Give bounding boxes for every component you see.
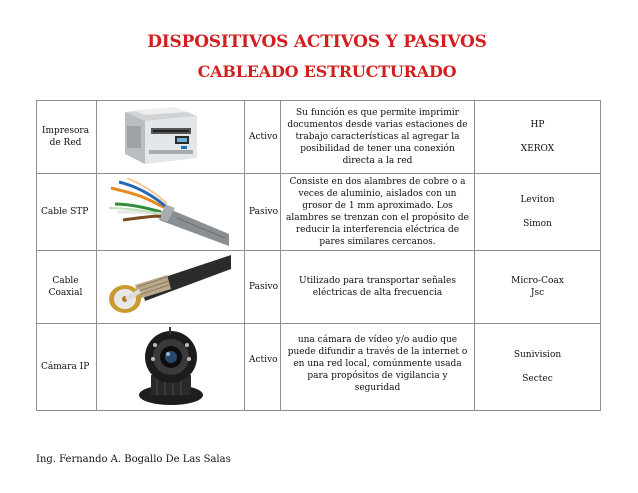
device-brands-cell xyxy=(475,101,601,174)
device-image-cell xyxy=(97,101,245,174)
device-name-line: Cámara IP xyxy=(41,362,90,372)
page-subtitle: CABLEADO ESTRUCTURADO xyxy=(197,62,457,81)
stp-cable-image xyxy=(107,178,229,246)
device-image-cell xyxy=(97,324,245,411)
device-image-cell xyxy=(97,174,245,251)
device-description-cell: Consiste en dos alambres de cobre o a veces de aluminio, aislados con un grosor de 1 mm aproximado. Los alambres se trenzan con el propósito de reducir la interferencia eléctrica de pares similares cercanos. xyxy=(281,174,475,251)
device-type-cell: Activo xyxy=(245,101,281,174)
device-name-line: Impresora xyxy=(41,126,90,136)
table-row xyxy=(37,324,601,411)
brand-name: Sunivision xyxy=(513,350,562,360)
device-name-line: Cable xyxy=(52,276,79,286)
printer-image xyxy=(115,106,207,168)
device-name-cell xyxy=(37,324,97,411)
device-name-line: Coaxial xyxy=(48,288,83,298)
device-name-cell xyxy=(37,101,97,174)
brand-name: Jsc xyxy=(530,288,545,298)
device-brands-cell xyxy=(475,174,601,251)
device-type-cell: Pasivo xyxy=(245,174,281,251)
brand-name: HP xyxy=(530,120,545,130)
brand-name: Simon xyxy=(523,219,552,229)
table-row xyxy=(37,251,601,324)
brand-name: Sectec xyxy=(522,374,553,384)
brand-name: XEROX xyxy=(520,144,555,154)
device-brands-cell xyxy=(475,324,601,411)
page-title: DISPOSITIVOS ACTIVOS Y PASIVOS xyxy=(147,32,487,52)
device-name-cell xyxy=(37,174,97,251)
device-description-cell: Su función es que permite imprimir documentos desde varias estaciones de trabajo características al agregar la posibilidad de tener una conexión directa a la red xyxy=(281,101,475,174)
device-type-cell: Pasivo xyxy=(245,251,281,324)
device-description-cell: Utilizado para transportar señales eléctricas de alta frecuencia xyxy=(281,251,475,324)
device-name-line: de Red xyxy=(49,138,82,148)
table-row xyxy=(37,174,601,251)
ip-camera-image xyxy=(131,327,211,407)
device-name-cell xyxy=(37,251,97,324)
devices-table xyxy=(36,100,601,411)
device-type-cell: Activo xyxy=(245,324,281,411)
device-image-cell xyxy=(97,251,245,324)
device-brands-cell xyxy=(475,251,601,324)
brand-name: Leviton xyxy=(520,195,555,205)
table-row xyxy=(37,101,601,174)
device-name-line: Cable STP xyxy=(41,207,89,217)
coaxial-cable-image xyxy=(101,255,231,319)
footer-author: Ing. Fernando A. Bogallo De Las Salas xyxy=(36,454,231,465)
device-description-cell: una cámara de vídeo y/o audio que puede difundir a través de la internet o en una red local, comúnmente usada para propósitos de vigilancia y seguridad xyxy=(281,324,475,411)
brand-name: Micro-Coax xyxy=(511,276,564,286)
